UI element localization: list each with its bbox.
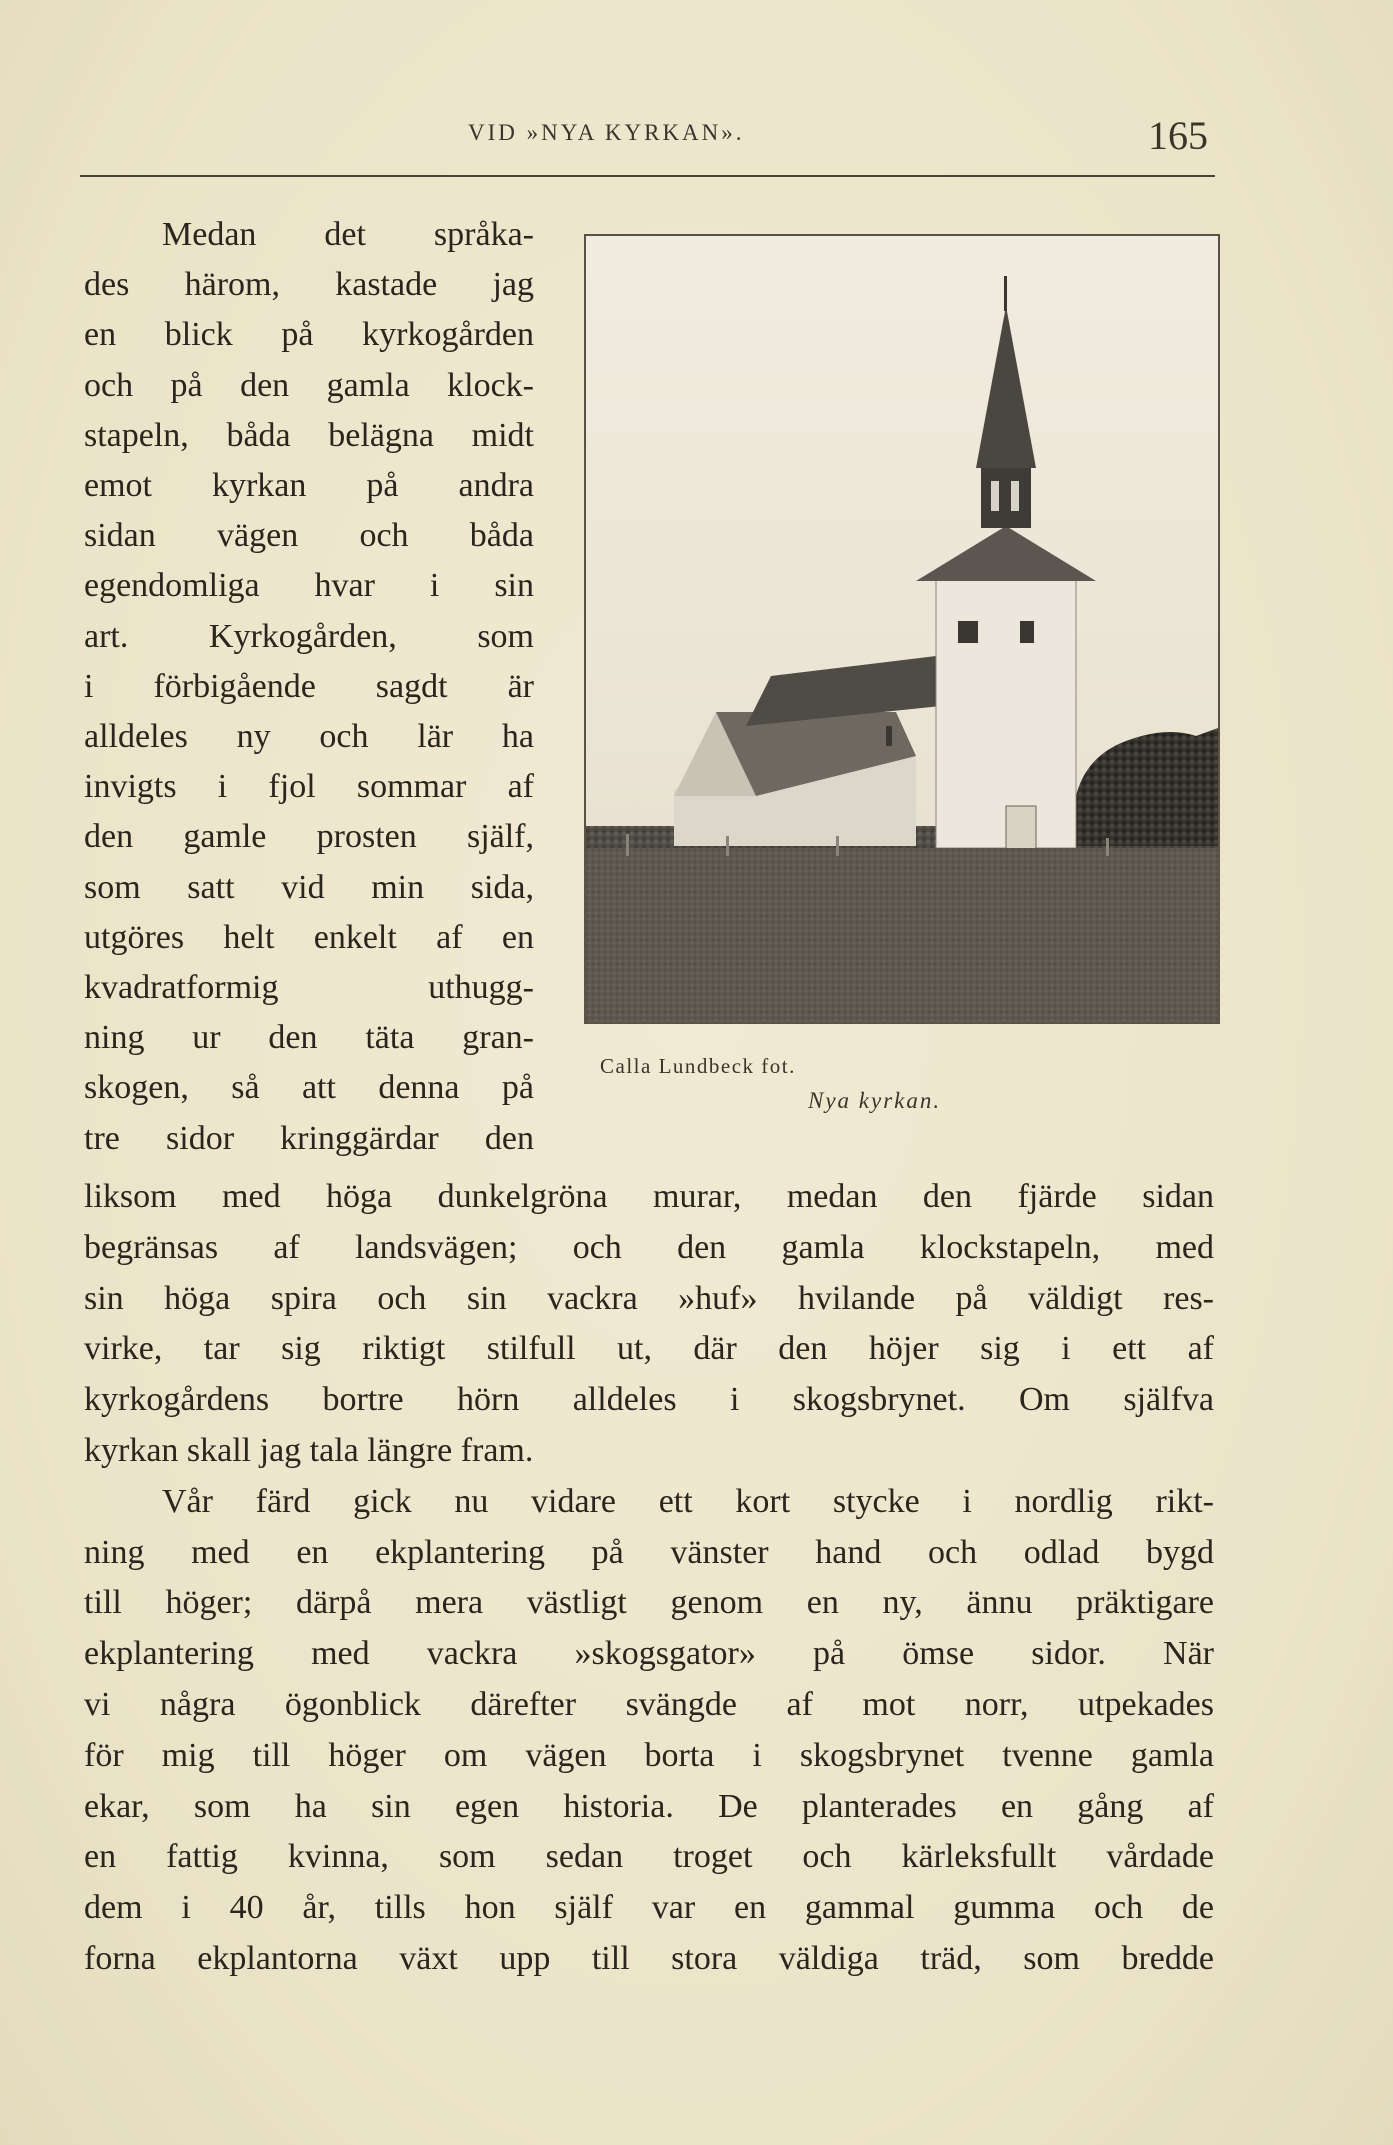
- text-line: i förbigående sagdt är: [84, 667, 534, 705]
- text-line: vi några ögonblick därefter svängde af mot norr, utpekades: [84, 1685, 1214, 1723]
- text-line: Vår färd gick nu vidare ett kort stycke i nordlig rikt-: [162, 1482, 1214, 1520]
- text-line: ekar, som ha sin egen historia. De planterades en gång af: [84, 1787, 1214, 1825]
- text-line: den gamle prosten själf,: [84, 818, 534, 856]
- text-line: tre sidor kringgärdar den: [84, 1119, 534, 1157]
- photo-credit: Calla Lundbeck fot.: [600, 1054, 796, 1078]
- text-line: sidan vägen och båda: [84, 517, 534, 555]
- text-line: ning med en ekplantering på vänster hand och odlad bygd: [84, 1533, 1214, 1571]
- text-line: till höger; därpå mera västligt genom en ny, ännu präktigare: [84, 1584, 1214, 1622]
- text-line: begränsas af landsvägen; och den gamla klockstapeln, med: [84, 1228, 1214, 1266]
- text-line: stapeln, båda belägna midt: [84, 416, 534, 454]
- text-line: en blick på kyrkogården: [84, 316, 534, 354]
- running-head: VID »NYA KYRKAN».: [468, 120, 745, 145]
- text-line: dem i 40 år, tills hon själf var en gammal gumma och de: [84, 1889, 1214, 1927]
- text-line: en fattig kvinna, som sedan troget och kärleksfullt vårdade: [84, 1838, 1214, 1876]
- wrapped-text-column: [84, 210, 534, 1164]
- text-line: kyrkogårdens bortre hörn alldeles i skogsbrynet. Om själfva: [84, 1381, 1214, 1419]
- text-line: ekplantering med vackra »skogsgator» på ömse sidor. När: [84, 1635, 1214, 1673]
- text-line: invigts i fjol sommar af: [84, 768, 534, 806]
- text-line: utgöres helt enkelt af en: [84, 918, 534, 956]
- text-line: art. Kyrkogården, som: [84, 617, 534, 655]
- church-photograph: [584, 234, 1220, 1024]
- text-line: för mig till höger om vägen borta i skogsbrynet tvenne gamla: [84, 1736, 1214, 1774]
- text-line: som satt vid min sida,: [84, 868, 534, 906]
- text-line: emot kyrkan på andra: [84, 467, 534, 505]
- text-line: Medan det språka-: [162, 216, 534, 253]
- text-line: och på den gamla klock-: [84, 366, 534, 404]
- text-line: des härom, kastade jag: [84, 266, 534, 304]
- text-line: alldeles ny och lär ha: [84, 718, 534, 756]
- text-line: skogen, så att denna på: [84, 1069, 534, 1107]
- page-number: 165: [1148, 113, 1208, 158]
- text-line: forna ekplantorna växt upp till stora väldiga träd, som bredde: [84, 1939, 1214, 1977]
- text-line: egendomliga hvar i sin: [84, 567, 534, 605]
- text-line: kyrkan skall jag tala längre fram.: [84, 1431, 534, 1469]
- text-line: virke, tar sig riktigt stilfull ut, där den höjer sig i ett af: [84, 1330, 1214, 1368]
- text-line: liksom med höga dunkelgröna murar, medan den fjärde sidan: [84, 1178, 1214, 1215]
- text-line: kvadratformig uthugg-: [84, 969, 534, 1007]
- text-line: ning ur den täta gran-: [84, 1019, 534, 1057]
- figure-caption: Nya kyrkan.: [808, 1088, 942, 1113]
- text-line: sin höga spira och sin vackra »huf» hvilande på väldigt res-: [84, 1279, 1214, 1317]
- full-width-text: [84, 1172, 1214, 1985]
- header-rule: [80, 175, 1215, 177]
